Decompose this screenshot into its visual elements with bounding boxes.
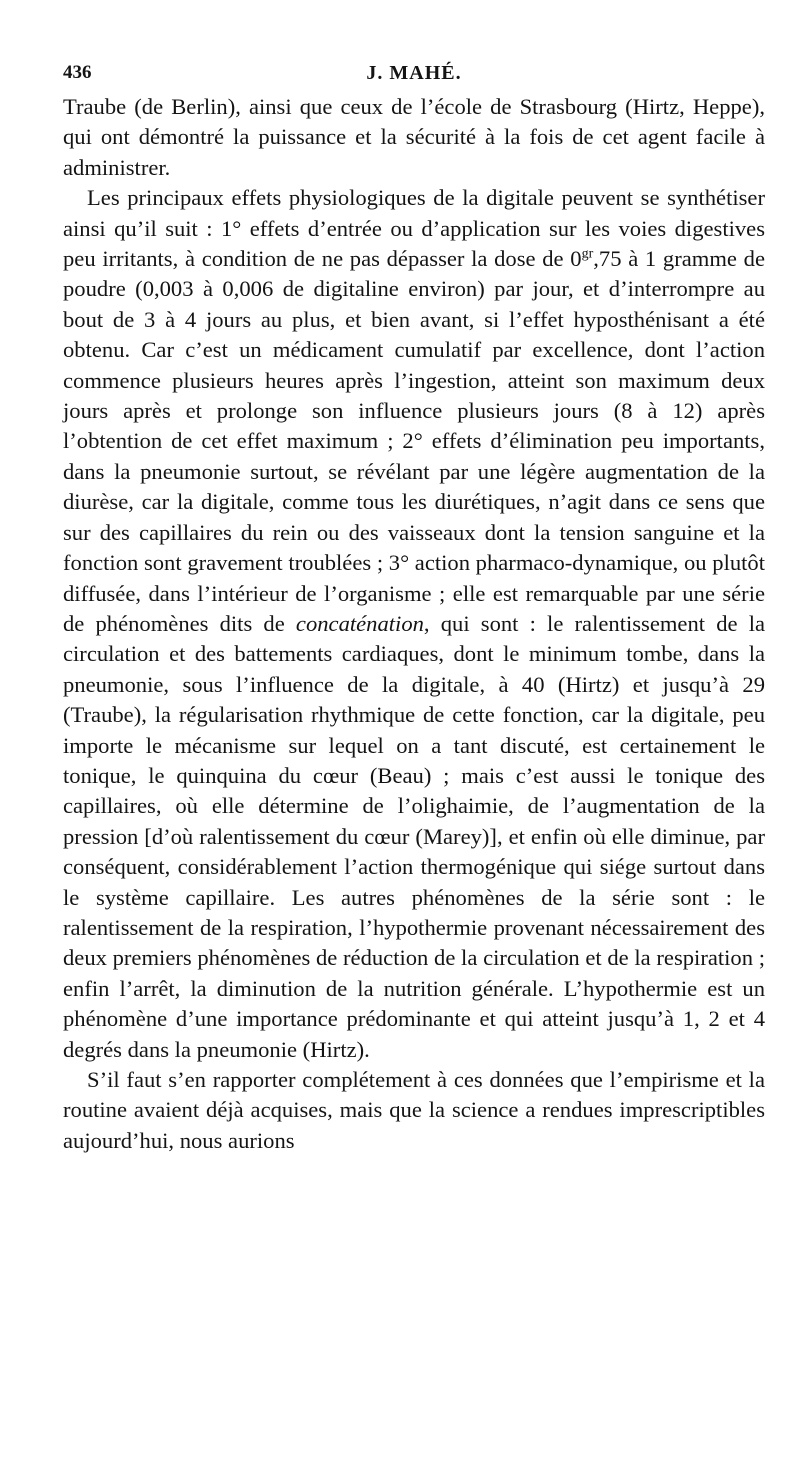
- page-number: 436: [63, 62, 92, 83]
- gram-abbreviation: gr: [581, 246, 594, 262]
- paragraph-3: S’il faut s’en rapporter complétement à ces données que l’empirisme et la routine avaient déjà acquises, mais que la science a rendues imprescriptibles aujourd’hui, nous aurions: [63, 1067, 765, 1153]
- page-header: [63, 58, 765, 92]
- italic-term: concaténation: [295, 610, 424, 636]
- paragraph-2-part-2: ,75 à 1 gramme de poudre (0,003 à 0,006 de digitaline environ) par jour, et d’interrompre au bout de 3 à 4 jours au plus, et bien avant, si l’effet hyposthénisant a été obtenu. Car c’est un médicament cumulatif par excellence, dont l’action commence plusieurs heures après l’ingestion, atteint son maximum deux jours après et prolonge son influence plusieurs jours (8 à 12) après l’obtention de cet effet maximum ; 2° effets d’élimination peu importants, dans la pneumonie surtout, se révélant par une légère augmentation de la diurèse, car la digitale, comme tous les diurétiques, n’agit dans ce sens que sur des capillaires du rein ou des vaisseaux dont la tension sanguine et la fonction sont gravement troublées ; 3° action pharmaco-dynamique, ou plutôt diffusée, dans l’intérieur de l’organisme ; elle est remarquable par une série de phénomènes dits de: [63, 246, 765, 636]
- paragraph-2: [63, 183, 765, 1065]
- book-page: [63, 58, 765, 1156]
- running-head: J. MAHÉ.: [366, 62, 462, 84]
- paragraph-2-part-1: Les principaux effets physiologiques de la digitale peuvent se synthétiser ainsi qu’il suit : 1° effets d’entrée ou d’application sur les voies digestives peu irritants, à condition de ne pas dépasser la dose de 0: [63, 185, 765, 272]
- paragraph-1: Traube (de Berlin), ainsi que ceux de l’école de Strasbourg (Hirtz, Heppe), qui ont démontré la puissance et la sécurité à la fois de cet agent facile à administrer.: [63, 94, 765, 180]
- body-text: [63, 92, 765, 1156]
- paragraph-2-part-3: , qui sont : le ralentissement de la circulation et des battements cardiaques, dont le minimum tombe, dans la pneumonie, sous l’influence de la digitale, à 40 (Hirtz) et jusqu’à 29 (Traube), la régularisation rhythmique de cette fonction, car la digitale, peu importe le mécanisme sur lequel on a tant discuté, est certainement le tonique, le quinquina du cœur (Beau) ; mais c’est aussi le tonique des capillaires, où elle détermine de l’olighaimie, de l’augmentation de la pression [d’où ralentissement du cœur (Marey)], et enfin où elle diminue, par conséquent, considérablement l’action thermogénique qui siége surtout dans le système capillaire. Les autres phénomènes de la série sont : le ralentissement de la respiration, l’hypothermie provenant nécessairement des deux premiers phénomènes de réduction de la circulation et de la respiration ; enfin l’arrêt, la diminution de la nutrition générale. L’hypothermie est un phénomène d’une importance prédominante et qui atteint jusqu’à 1, 2 et 4 degrés dans la pneumonie (Hirtz).: [63, 610, 766, 1062]
